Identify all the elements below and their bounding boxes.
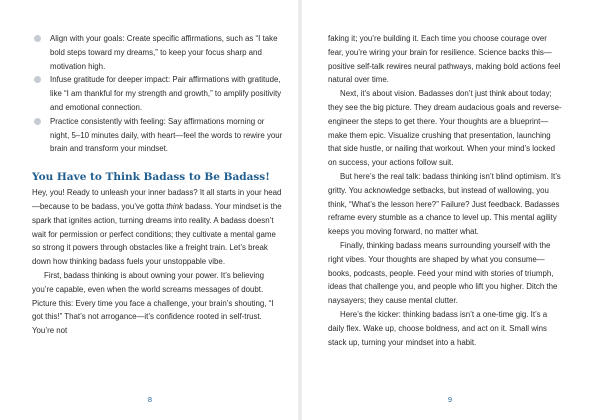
page-number: 8: [147, 395, 153, 404]
body-paragraph: faking it; you’re building it. Each time you choose courage over fear, you’re wiring your brain for resilience. Science backs this—positive self-talk rewires neural pathways, making bold actions feel natural over time.: [328, 34, 561, 85]
body-paragraph: But here’s the real talk: badass thinking isn’t blind optimism. It’s gritty. You acknowledge setbacks, but instead of wallowing, you think, “What’s the lesson here?” Failure? Just feedback. Badasses reframe every stumble as a chance to level up. This mental agility keeps you moving forward, no matter what.: [328, 171, 561, 237]
body-paragraph: First, badass thinking is about owning your power. It’s believing you’re capable, even when the world screams messages of doubt. Picture this: Every time you face a challenge, your brain’s shouting, “I got this!” That’s not arrogance—it’s confidence rooted in self-trust. You’re not: [32, 270, 274, 336]
section-heading: You Have to Think Badass to Be Badass!: [32, 171, 270, 184]
bullet-dot-icon: [34, 76, 41, 83]
affirmation-tips-list: [32, 32, 284, 156]
body-paragraph: [32, 186, 284, 269]
bullet-dot-icon: [34, 35, 41, 42]
body-paragraph: Here’s the kicker: thinking badass isn’t a one-time gig. It’s a daily flex. Wake up, choose boldness, and act on it. Small wins stack up, turning your mindset into a habit.: [328, 309, 548, 347]
bullet-text: Create specific affirmations, such as “I take bold steps toward my dreams,” to keep your focus sharp and motivation high.: [50, 34, 278, 71]
bullet-dot-icon: [34, 118, 41, 125]
paragraph-text: Hey, you! Ready to unleash your inner badass? It all starts in your head—because to be badass, you’ve gotta: [32, 188, 282, 211]
bullet-title: Align with your goals:: [50, 34, 125, 43]
list-item: [32, 73, 284, 114]
body-paragraph: Finally, thinking badass means surrounding yourself with the right vibes. Your thoughts are shaped by what you consume—books, podcasts, people. Feed your mind with stories of triumph, ideas that challenge you, and people who lift you higher. Ditch the naysayers; they cause mental clutter.: [328, 240, 558, 306]
right-page: [300, 0, 600, 420]
bullet-title: Infuse gratitude for deeper impact:: [50, 75, 171, 85]
list-item: [32, 32, 284, 73]
bullet-text: Pair affirmations with gratitude, like “I am thankful for my strength and growth,” to amplify positivity and emotional connection.: [50, 75, 282, 112]
bullet-title: Practice consistently with feeling:: [50, 116, 166, 126]
bullet-text: Say affirmations morning or night, 5–10 minutes daily, with heart—feel the words to rewire your brain and transform your mindset.: [50, 116, 283, 154]
list-item: [32, 115, 284, 156]
body-paragraph: Next, it’s about vision. Badasses don’t just think about today; they see the big picture. They dream audacious goals and reverse-engineer the steps to get there. Your thoughts are a blueprint—make them epic. Visualize crushing that presentation, launching that side hustle, or nailing that workout. When your mind’s locked on success, your actions follow suit.: [328, 89, 562, 168]
emphasis-text: think: [166, 201, 183, 211]
paragraph-text: badass. Your mindset is the spark that ignites action, turning dreams into reality. A badass doesn’t wait for permission or perfect conditions; they cultivate a mental game so strong it powers through obstacles like a freight train. Let’s break down how thinking badass fuels your unstoppable vibe.: [32, 201, 282, 267]
page-number: 9: [447, 395, 453, 404]
